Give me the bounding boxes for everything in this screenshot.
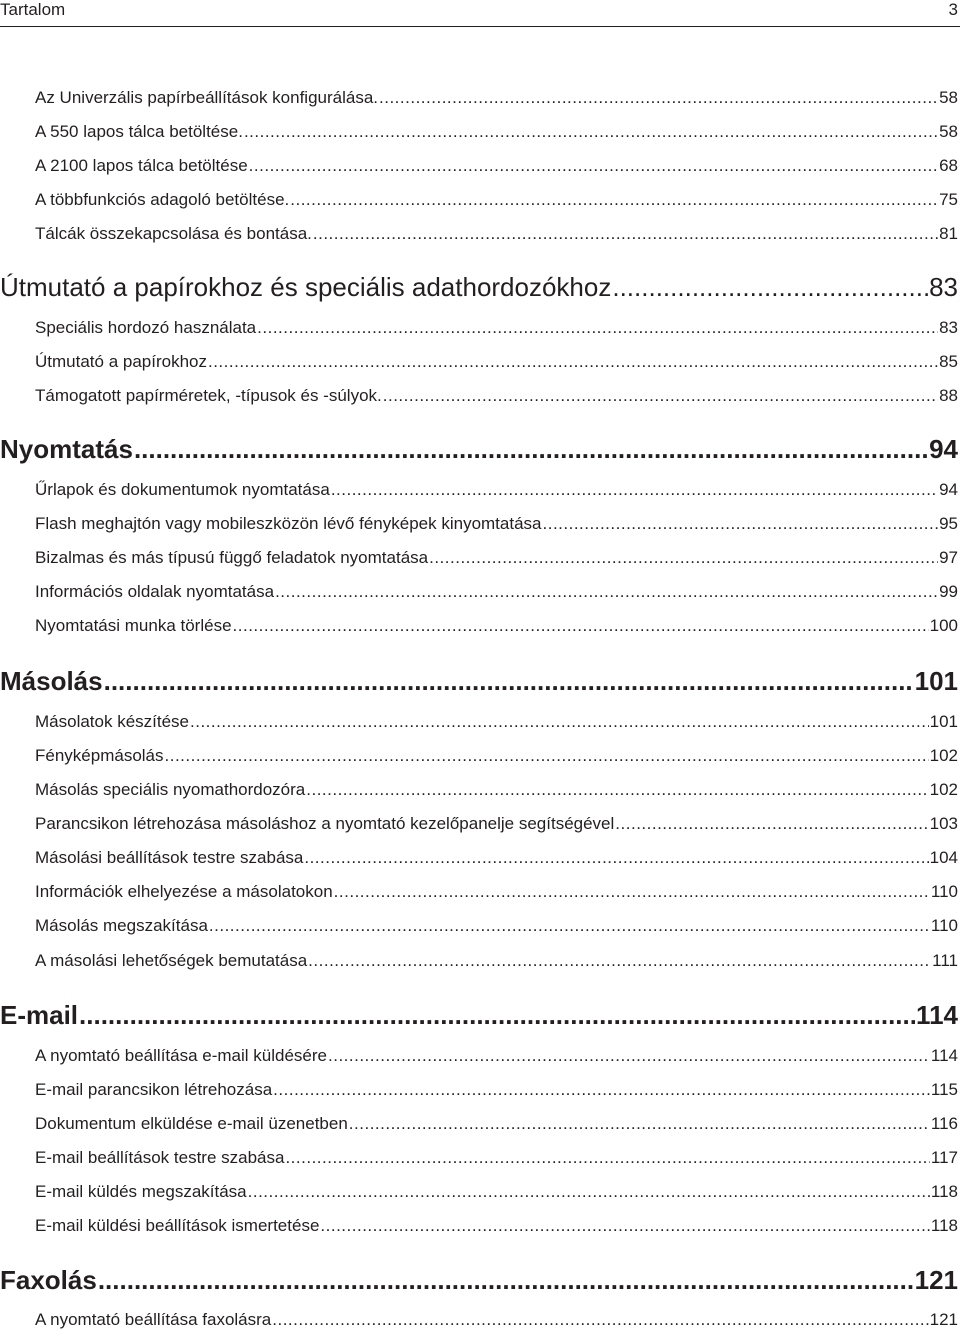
dot-leader: [313, 223, 938, 245]
toc-entry-label: Flash meghajtón vagy mobileszközön lévő fényképek kinyomtatása: [35, 514, 542, 533]
dot-leader: [209, 915, 930, 937]
toc-entry-label: Információs oldalak nyomtatása: [35, 582, 275, 601]
toc-entry[interactable]: [35, 121, 958, 145]
dot-leader: [306, 779, 928, 801]
toc-entry[interactable]: [35, 317, 958, 341]
dot-leader: [273, 1079, 930, 1101]
toc-entry-page: 100: [929, 616, 958, 635]
toc-entry[interactable]: [35, 547, 958, 571]
toc-entry-label: Információk elhelyezése a másolatokon: [35, 882, 333, 901]
toc-entry[interactable]: [35, 351, 958, 375]
toc-entry-page: 58: [939, 88, 958, 107]
dot-leader: [612, 272, 928, 302]
toc-entry-label: Űrlapok és dokumentumok nyomtatása: [35, 480, 330, 499]
toc-entry-page: 102: [929, 780, 958, 799]
toc-entry-label: Másolás speciális nyomathordozóra: [35, 780, 306, 799]
toc-entry-label: E-mail küldési beállítások ismertetése: [35, 1216, 320, 1235]
dot-leader: [290, 189, 938, 211]
toc-entry-label: Parancsikon létrehozása másoláshoz a nyomtató kezelőpanelje segítségével: [35, 814, 615, 833]
toc-entry-label: Dokumentum elküldése e-mail üzenetben: [35, 1114, 348, 1133]
toc-chapter[interactable]: [0, 434, 958, 468]
toc-entry[interactable]: [35, 813, 958, 837]
toc-chapter-label: Faxolás: [0, 1265, 97, 1295]
toc-entry-label: Speciális hordozó használata: [35, 318, 257, 337]
toc-entry-page: 68: [939, 156, 958, 175]
toc-entry-page: 75: [939, 190, 958, 209]
toc-entry[interactable]: [35, 189, 958, 213]
toc-entry-page: 118: [930, 1216, 958, 1235]
toc-entry[interactable]: [35, 1045, 958, 1069]
toc-chapter-page: 94: [929, 434, 958, 464]
toc-entry-label: Fényképmásolás: [35, 746, 164, 765]
header-page-number: 3: [948, 0, 958, 19]
toc-entry[interactable]: [35, 1113, 958, 1137]
toc-entry-label: Az Univerzális papírbeállítások konfigurálása.: [35, 88, 379, 107]
toc-entry-label: Másolatok készítése: [35, 712, 190, 731]
toc-entry[interactable]: [35, 1181, 958, 1205]
toc-entry-label: E-mail parancsikon létrehozása: [35, 1080, 273, 1099]
toc-chapter[interactable]: [0, 272, 958, 306]
dot-leader: [383, 385, 938, 407]
header-divider: [0, 26, 960, 27]
toc-chapter-label: Nyomtatás: [0, 434, 133, 464]
toc-entry-page: 83: [939, 318, 958, 337]
toc-entry[interactable]: [35, 779, 958, 803]
toc-entry-label: Útmutató a papírokhoz: [35, 352, 207, 371]
dot-leader: [320, 1215, 929, 1237]
toc-entry[interactable]: [35, 1079, 958, 1103]
toc-entry-page: 88: [939, 386, 958, 405]
dot-leader: [190, 711, 929, 733]
dot-leader: [308, 950, 931, 972]
dot-leader: [543, 513, 939, 535]
dot-leader: [233, 615, 929, 637]
toc-entry-page: 99: [939, 582, 958, 601]
toc-entry[interactable]: [35, 950, 958, 974]
toc-entry-label: Nyomtatási munka törlése: [35, 616, 232, 635]
dot-leader: [244, 121, 938, 143]
dot-leader: [429, 547, 938, 569]
toc-entry-page: 116: [930, 1114, 958, 1133]
toc-entry[interactable]: [35, 745, 958, 769]
dot-leader: [275, 581, 938, 603]
toc-entry-page: 103: [929, 814, 958, 833]
toc-entry-page: 85: [939, 352, 958, 371]
toc-entry-page: 121: [929, 1310, 958, 1329]
page-header: [0, 0, 960, 24]
dot-leader: [104, 666, 914, 696]
toc-entry-label: A 2100 lapos tálca betöltése: [35, 156, 248, 175]
toc-entry-page: 110: [930, 882, 958, 901]
dot-leader: [304, 847, 928, 869]
toc-entry-page: 58: [939, 122, 958, 141]
toc-entry-page: 101: [929, 712, 958, 731]
toc-chapter[interactable]: [0, 1000, 958, 1034]
dot-leader: [248, 1181, 930, 1203]
toc-entry-label: Másolás megszakítása: [35, 916, 208, 935]
dot-leader: [285, 1147, 929, 1169]
toc-entry[interactable]: [35, 223, 958, 247]
toc-entry-page: 117: [930, 1148, 958, 1167]
toc-entry-page: 94: [939, 480, 958, 499]
toc-entry[interactable]: [35, 1215, 958, 1239]
dot-leader: [257, 317, 938, 339]
dot-leader: [249, 155, 938, 177]
dot-leader: [208, 351, 938, 373]
toc-entry-label: Bizalmas és más típusú függő feladatok nyomtatása: [35, 548, 429, 567]
toc-entry-label: Másolási beállítások testre szabása: [35, 848, 304, 867]
dot-leader: [379, 87, 938, 109]
dot-leader: [615, 813, 928, 835]
toc-entry-page: 81: [939, 224, 958, 243]
toc-entry-label: E-mail küldés megszakítása: [35, 1182, 247, 1201]
toc-entry-page: 110: [930, 916, 958, 935]
dot-leader: [79, 1000, 915, 1030]
toc-entry[interactable]: [35, 1147, 958, 1171]
toc-entry-label: A nyomtató beállítása e-mail küldésére: [35, 1046, 327, 1065]
toc-entry-page: 111: [932, 951, 958, 970]
toc-entry-page: 104: [929, 848, 958, 867]
dot-leader: [331, 479, 938, 501]
toc-entry[interactable]: [35, 881, 958, 905]
toc-chapter-label: E-mail: [0, 1000, 79, 1030]
toc-entry[interactable]: [35, 513, 958, 537]
toc-entry-label: A másolási lehetőségek bemutatása: [35, 951, 308, 970]
dot-leader: [328, 1045, 930, 1067]
toc-entry-label: Támogatott papírméretek, -típusok és -súlyok.: [35, 386, 382, 405]
toc-entry-label: A többfunkciós adagoló betöltése.: [35, 190, 290, 209]
toc-entry-page: 95: [939, 514, 958, 533]
toc-entry-label: E-mail beállítások testre szabása: [35, 1148, 285, 1167]
toc-entry[interactable]: [35, 711, 958, 735]
toc-entry[interactable]: [35, 87, 958, 111]
toc-entry-page: 115: [930, 1080, 958, 1099]
toc-chapter[interactable]: [0, 1265, 958, 1299]
toc-entry-page: 97: [939, 548, 958, 567]
header-title: Tartalom: [0, 0, 66, 19]
toc-chapter-label: Útmutató a papírokhoz és speciális adathordozókhoz: [0, 272, 612, 302]
toc-entry[interactable]: [35, 847, 958, 871]
toc-entry-label: A nyomtató beállítása faxolásra: [35, 1310, 272, 1329]
toc-entry[interactable]: [35, 615, 958, 639]
toc-chapter-page: 121: [914, 1265, 958, 1295]
toc-chapter-page: 83: [929, 272, 958, 302]
toc-entry[interactable]: [35, 479, 958, 503]
toc-entry[interactable]: [35, 581, 958, 605]
toc-entry[interactable]: [35, 915, 958, 939]
toc-chapter-page: 114: [916, 1000, 958, 1030]
toc-chapter[interactable]: [0, 666, 958, 700]
dot-leader: [98, 1265, 914, 1295]
dot-leader: [349, 1113, 930, 1135]
toc-chapter-label: Másolás: [0, 666, 103, 696]
dot-leader: [134, 434, 928, 464]
dot-leader: [165, 745, 929, 767]
toc-entry[interactable]: [35, 385, 958, 409]
toc-entry[interactable]: [35, 1309, 958, 1333]
toc-entry-page: 118: [930, 1182, 958, 1201]
toc-entry-page: 114: [930, 1046, 958, 1065]
toc-entry-page: 102: [929, 746, 958, 765]
toc-entry-label: A 550 lapos tálca betöltése.: [35, 122, 243, 141]
dot-leader: [334, 881, 930, 903]
toc-entry[interactable]: [35, 155, 958, 179]
dot-leader: [272, 1309, 928, 1331]
toc-chapter-page: 101: [914, 666, 958, 696]
toc-entry-label: Tálcák összekapcsolása és bontása.: [35, 224, 312, 243]
